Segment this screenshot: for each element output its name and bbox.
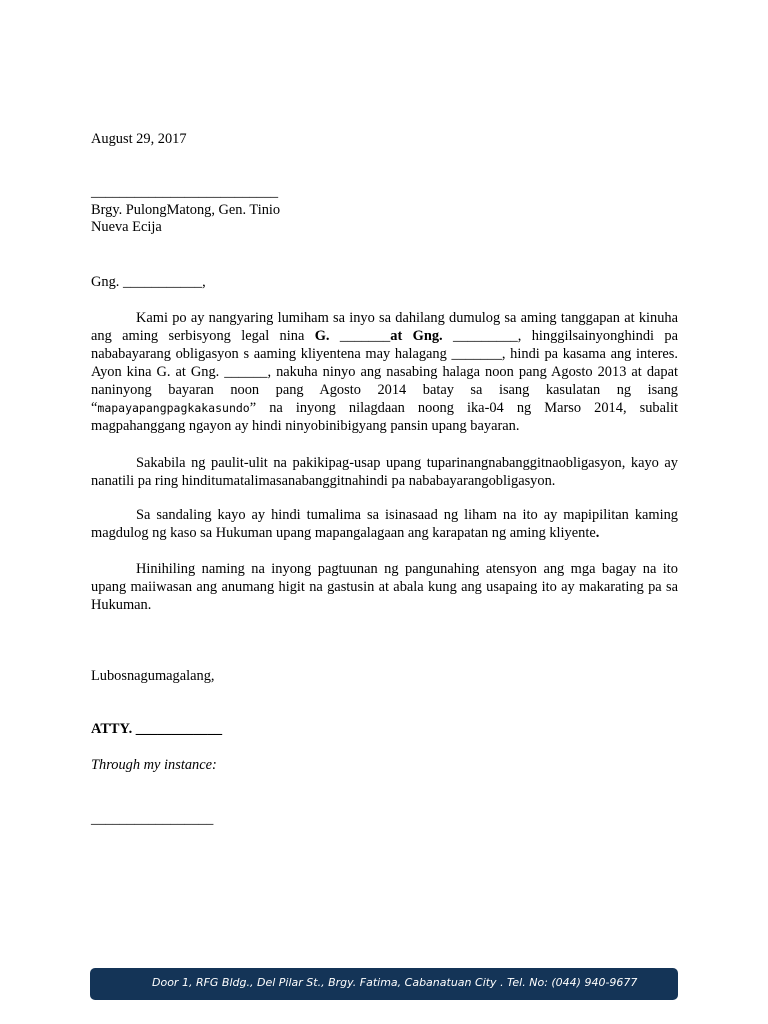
paragraph-1-text-c: _________, hinggilsainyonghindi pa nababayarang obligasyon s aaming kliyentena may halagang _______, hindi pa kasama ang interes. Ayon kina G. at Gng. ______, nakuha ninyo ang nasabing halaga noon pang Agosto 2013 at dapat naninyong bayaran noon pang Agosto 2014 batay sa isang kasulatan ng isang “	[91, 328, 679, 416]
paragraph-1-text-d: ” na inyong nilagdaan noong ika-04 ng Marso 2014, subalit magpahanggang ngayon ay hindi ninyobinibigyang pansin upang bayaran.	[91, 400, 678, 434]
recipient-address-line1: Brgy. PulongMatong, Gen. Tinio	[91, 202, 281, 218]
paragraph-1-bold-g: G.	[314, 328, 330, 344]
signature-blank: _________________	[91, 811, 214, 827]
closing: Lubosnagumagalang,	[91, 668, 215, 684]
letter-date: August 29, 2017	[91, 131, 187, 147]
paragraph-1-bold-gng: at Gng.	[390, 328, 443, 344]
paragraph-4: Hinihiling naming na inyong pagtuunan ng pangunahing atensyon ang mga bagay na ito upang maiiwasan ang anumang higit na gastusin at abala kung ang usapaing ito ay makarating pa sa Hukuman.	[91, 561, 678, 613]
paragraph-3-period: .	[595, 525, 600, 541]
footer-bar	[90, 968, 678, 1000]
paragraph-1	[91, 309, 678, 435]
recipient-name-blank: __________________________	[91, 184, 279, 200]
paragraph-1-mono-term: mapayapangpagkakasundo	[97, 401, 250, 415]
through-my-instance: Through my instance:	[91, 757, 217, 773]
paragraph-3-text: Sa sandaling kayo ay hindi tumalima sa isinasaad ng liham na ito ay mapipilitan kaming magdulog ng kaso sa Hukuman upang mapangalagaan ang karapatan ng aming kliyente	[91, 507, 678, 541]
signatory-line: ATTY. ____________	[91, 721, 223, 737]
footer-address: Door 1, RFG Bldg., Del Pilar St., Brgy. Fatima, Cabanatuan City . Tel. No: (044) 940-9677	[152, 976, 638, 989]
salutation: Gng. ___________,	[91, 274, 206, 290]
recipient-address-line2: Nueva Ecija	[91, 219, 162, 235]
paragraph-2: Sakabila ng paulit-ulit na pakikipag-usap upang tuparinangnabanggitnaobligasyon, kayo ay nanatili pa ring hinditumatalimasanabanggitnahindi pa nababayarangobligasyon.	[91, 455, 678, 489]
paragraph-1-text-b: _______	[329, 328, 391, 344]
paragraph-1-text-a: Kami po ay nangyaring lumiham sa inyo sa dahilang dumulog sa aming tanggapan at kinuha ang aming serbisyong legal nina	[91, 310, 678, 344]
paragraph-3	[91, 506, 678, 542]
